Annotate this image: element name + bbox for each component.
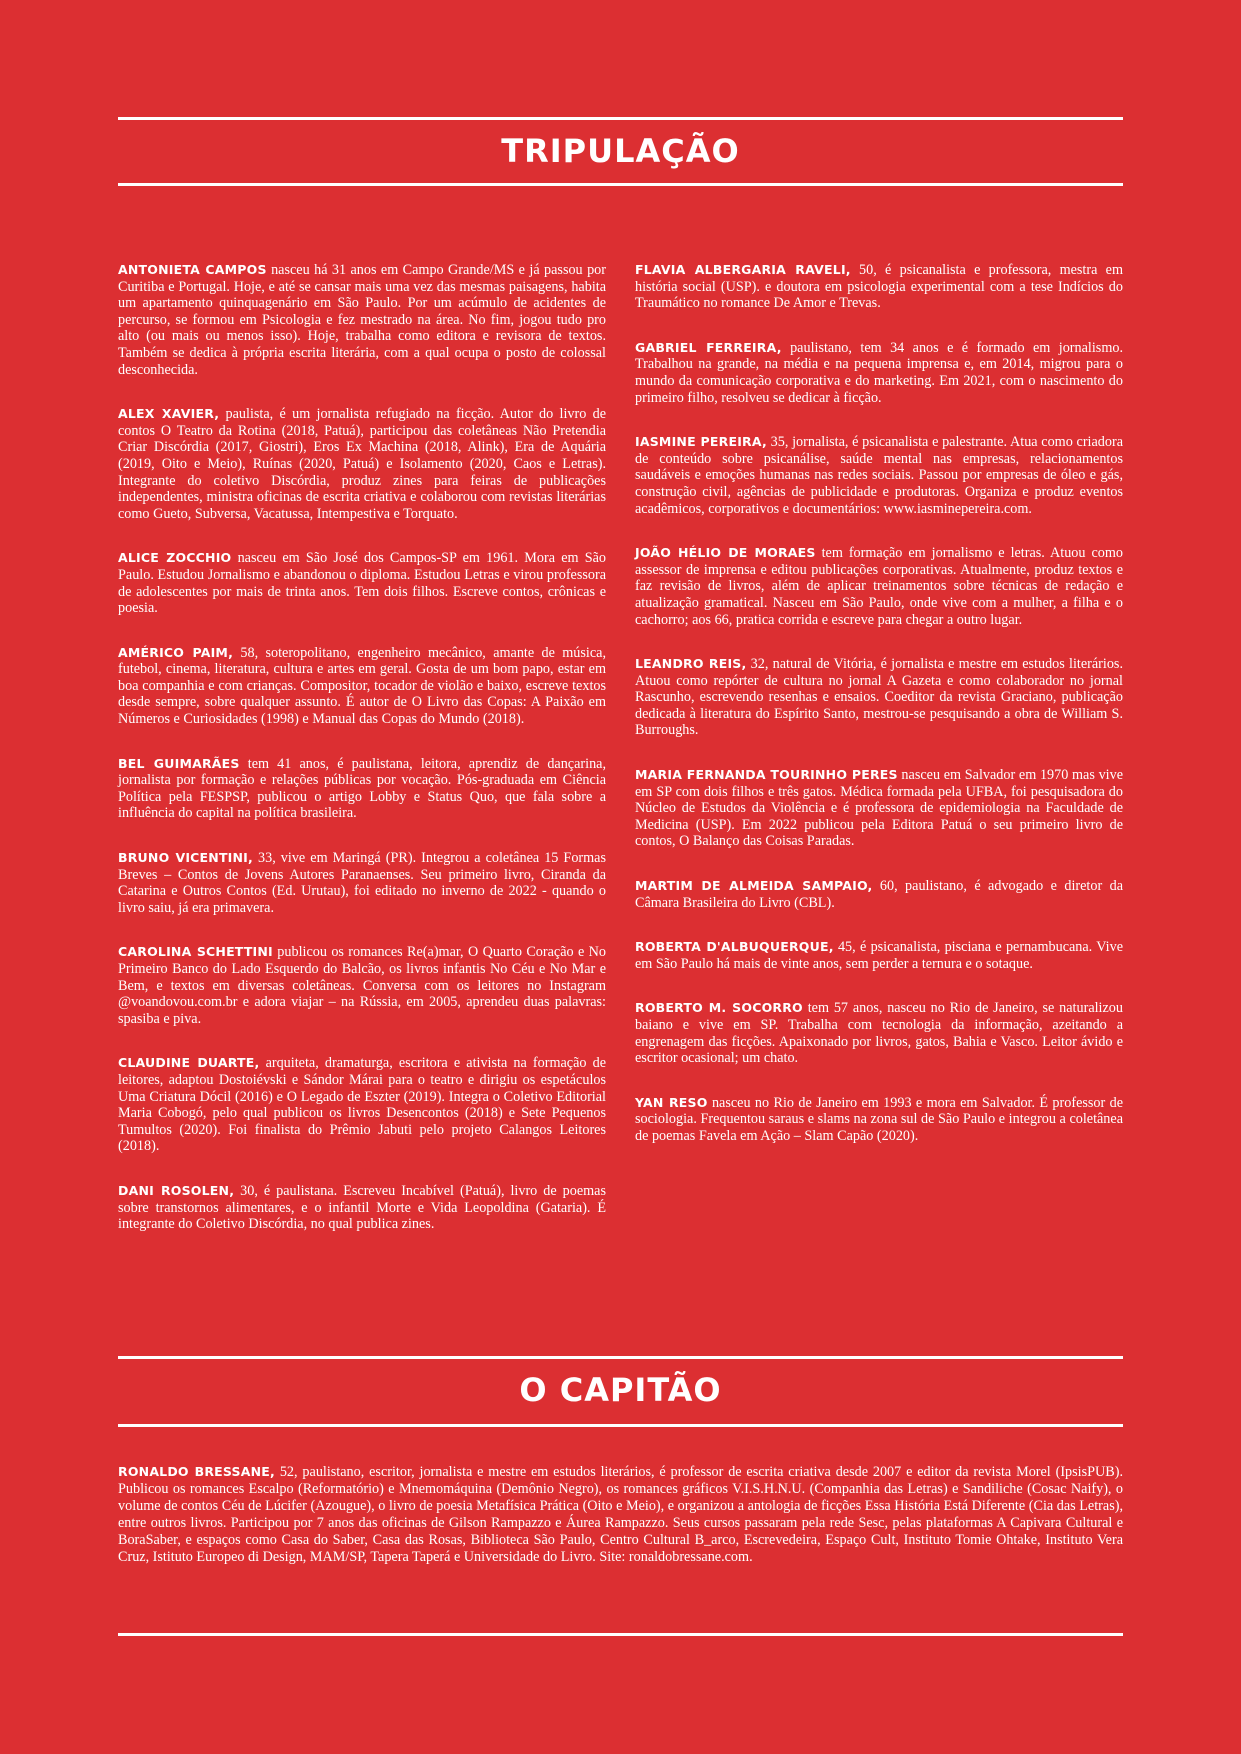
- bio-yan-reso: YAN RESO nasceu no Rio de Janeiro em 1993 e mora em Salvador. É professor de sociologia. Frequentou saraus e slams na zona sul de São Paulo e integrou a coletânea de poemas Favela em Ação – Slam Capão (2020).: [635, 1094, 1123, 1144]
- bio-name: LEANDRO REIS,: [635, 656, 747, 672]
- bio-claudine-duarte: CLAUDINE DUARTE, arquiteta, dramaturga, escritora e ativista na formação de leitores, adaptou Dostoiévski e Sándor Márai para o teatro e dirigiu os espetáculos Uma Criatura Dócil (2016) e O Legado de Eszter (2019). Integra o Coletivo Editorial Maria Cobogó, pelo qual publicou os livros Desencontos (2018) e Sete Pequenos Tumultos (2020). Foi finalista do Prêmio Jabuti pelo projeto Calangos Leitores (2018).: [118, 1055, 606, 1155]
- bio-maria-fernanda-tourinho-peres: MARIA FERNANDA TOURINHO PERES nasceu em Salvador em 1970 mas vive em SP com dois filhos e três gatos. Médica formada pela UFBA, foi pesquisadora do Núcleo de Estudos da Violência e é professora de epidemiologia na Faculdade de Medicina (USP). Em 2022 publicou pela Editora Patuá o seu primeiro livro de contos, O Balanço das Coisas Paradas.: [635, 767, 1123, 850]
- captain-top-rule: [118, 1356, 1123, 1359]
- bio-alice-zocchio: ALICE ZOCCHIO nasceu em São José dos Campos-SP em 1961. Mora em São Paulo. Estudou Jornalismo e abandonou o diploma. Estudou Letras e virou professora de adolescentes por mais de trinta anos. Tem dois filhos. Escreve contos, crônicas e poesia.: [118, 550, 607, 617]
- bio-name: FLAVIA ALBERGARIA RAVELI,: [635, 262, 851, 277]
- bio-name: BEL GUIMARÃES: [118, 755, 240, 771]
- bio-name: IASMINE PEREIRA,: [635, 434, 767, 450]
- bio-dani-rosolen: DANI ROSOLEN, 30, é paulistana. Escreveu Incabível (Patuá), livro de poemas sobre transtornos alimentares, e o infantil Morte e Vida Leopoldina (Gataria). É integrante do Coletivo Discórdia, no qual publica zines.: [118, 1182, 606, 1233]
- bio-name: JOÃO HÉLIO DE MORAES: [635, 545, 816, 561]
- right-column: [635, 258, 1123, 1145]
- bio-name: YAN RESO: [635, 1094, 708, 1110]
- bio-antonieta-campos: ANTONIETA CAMPOS nasceu há 31 anos em Campo Grande/MS e já passou por Curitiba e Portugal. Hoje, e até se cansar mais uma vez das mesmas paisagens, habita um apartamento quinquagenário em São Paulo. Por um acúmulo de acidentes de percurso, se formou em Psicologia e fez mestrado na área. No fim, jogou tudo pro alto (ou mais ou menos isso). Hoje, trabalha como editora e revisora de textos. Também se dedica à própria escrita literária, com a qual ocupa o posto de colossal desconhecida.: [118, 262, 606, 378]
- bio-name: AMÉRICO PAIM,: [118, 644, 234, 660]
- bio-joao-helio-de-moraes: JOÃO HÉLIO DE MORAES tem formação em jornalismo e letras. Atuou como assessor de imprensa e editou publicações corporativas. Atualmente, produz textos e faz revisão de livros, além de aplicar treinamentos sobre técnicas de redação e atualização gramatical. Nasceu em São Paulo, onde vive com a mulher, a filha e o cachorro; aos 66, pratica corrida e escreve para chegar a outro lugar.: [635, 545, 1123, 628]
- bio-name: GABRIEL FERREIRA,: [635, 339, 782, 355]
- bio-martim-de-almeida-sampaio: MARTIM DE ALMEIDA SAMPAIO, 60, paulistano, é advogado e diretor da Câmara Brasileira do Livro (CBL).: [635, 878, 1123, 911]
- bio-name: ROBERTO M. SOCORRO: [635, 1000, 803, 1016]
- bio-roberto-m-socorro: ROBERTO M. SOCORRO tem 57 anos, nasceu no Rio de Janeiro, se naturalizou baiano e vive em SP. Trabalha com tecnologia da informação, azeitando a engrenagem das ficções. Apaixonado por livros, gatos, Bahia e Vasco. Leitor ávido e escritor ocasional; um chato.: [635, 1000, 1123, 1067]
- bio-ronaldo-bressane: RONALDO BRESSANE, 52, paulistano, escritor, jornalista e mestre em estudos literários, é professor de escrita criativa desde 2007 e editor da revista Morel (IpsisPUB). Publicou os romances Escalpo (Reformatório) e Mnemomáquina (Demônio Negro), os romances gráficos V.I.S.H.N.U. (Companhia das Letras) e Sandiliche (Cosac Naify), o volume de contos Céu de Lúcifer (Azougue), o livro de poesia Metafísica Prática (Oito e Meio), e organizou a antologia de ficções Essa História Está Diferente (Cia das Letras), entre outros livros. Participou por 7 anos das oficinas de Gilson Rampazzo e Áurea Rampazzo. Seus cursos passaram pela rede Sesc, pelas plataformas A Capivara Cultural e BoraSaber, e espaços como Casa do Saber, Casa das Rosas, Biblioteca São Paulo, Centro Cultural B_arco, Escrevedeira, Espaço Cult, Instituto Tomie Ohtake, Instituto Vera Cruz, Istituto Europeo di Design, MAM/SP, Tapera Taperá e Universidade do Livro. Site: ronaldobressane.com.: [118, 1464, 1124, 1565]
- bio-bruno-vicentini: BRUNO VICENTINI, 33, vive em Maringá (PR). Integrou a coletânea 15 Formas Breves – Contos de Jovens Autores Paranaenses. Seu primeiro livro, Ciranda da Catarina e Outros Contos (Ed. Urutau), foi editado no inverno de 2022 - quando o livro saiu, já era primavera.: [118, 850, 606, 916]
- bio-americo-paim: AMÉRICO PAIM, 58, soteropolitano, engenheiro mecânico, amante de música, futebol, cinema, literatura, cultura e artes em geral. Gosta de um bom papo, estar em boa companhia e com crianças. Compositor, tocador de violão e baixo, escreve textos desde sempre, sobre qualquer assunto. É autor de O Livro das Copas: A Paixão em Números e Curiosidades (1998) e Manual das Copas do Mundo (2018).: [118, 644, 606, 728]
- bio-name: RONALDO BRESSANE,: [118, 1464, 275, 1479]
- bio-iasmine-pereira: IASMINE PEREIRA, 35, jornalista, é psicanalista e palestrante. Atua como criadora de conteúdo sobre psicanálise, saúde mental nas empresas, relacionamentos saudáveis e emoções humanas nas redes sociais. Passou por empresas de óleo e gás, construção civil, agências de publicidade e produtoras. Organiza e produz eventos acadêmicos, corporativos e documentários: www.iasminepereira.com.: [635, 434, 1123, 517]
- bio-name: CLAUDINE DUARTE,: [118, 1055, 260, 1071]
- bio-name: ALICE ZOCCHIO: [118, 550, 232, 566]
- title-rule: [118, 183, 1123, 186]
- bio-carolina-schettini: CAROLINA SCHETTINI publicou os romances Re(a)mar, O Quarto Coração e No Primeiro Banco do Lado Esquerdo do Balcão, os livros infantis No Céu e No Mar e Bem, e textos em diversas coletâneas. Conversa com os leitores no Instagram @voandovou.com.br e adora viajar – na Rússia, em 2005, aprendeu duas palavras: spasiba e piva.: [118, 944, 606, 1027]
- bio-roberta-dalbuquerque: ROBERTA D'ALBUQUERQUE, 45, é psicanalista, pisciana e pernambucana. Vive em São Paulo há mais de vinte anos, sem perder a ternura e o sotaque.: [635, 939, 1123, 972]
- left-column: [118, 258, 606, 1233]
- captain-title-rule: [118, 1424, 1123, 1427]
- bio-flavia-albergaria-raveli: FLAVIA ALBERGARIA RAVELI, 50, é psicanalista e professora, mestra em história social (USP). e doutora em psicologia experimental com a tese Indícios do Traumático no romance De Amor e Trevas.: [635, 262, 1123, 312]
- bio-leandro-reis: LEANDRO REIS, 32, natural de Vitória, é jornalista e mestre em estudos literários. Atuou como repórter de cultura no jornal A Gazeta e como colaborador no jornal Rascunho, escrevendo resenhas e ensaios. Coeditor da revista Graciano, publicação dedicada à literatura do Espírito Santo, mestrou-se pesquisando a obra de William S. Burroughs.: [635, 656, 1123, 739]
- bio-alex-xavier: ALEX XAVIER, paulista, é um jornalista refugiado na ficção. Autor do livro de contos O Teatro da Rotina (2018, Patuá), participou das coletâneas Não Pretendia Criar Discórdia (2017, Giostri), Eros Ex Machina (2018, Alink), Era de Aquária (2019, Oito e Meio), Ruínas (2020, Patuá) e Isolamento (2020, Caos e Letras). Integrante do coletivo Discórdia, produz zines para feiras de publicações independentes, ministra oficinas de escrita criativa e colaborou com revistas literárias como Gueto, Subversa, Vacatussa, Intempestiva e Torquato.: [118, 406, 606, 522]
- bio-bel-guimaraes: BEL GUIMARÃES tem 41 anos, é paulistana, leitora, aprendiz de dançarina, jornalista por formação e relações públicas por vocação. Pós-graduada em Ciência Política pela FESPSP, publicou o artigo Lobby e Status Quo, que fala sobre a influência do capital na política brasileira.: [118, 755, 607, 822]
- bio-gabriel-ferreira: GABRIEL FERREIRA, paulistano, tem 34 anos e é formado em jornalismo. Trabalhou na grande, na média e na pequena imprensa e, em 2014, migrou para o mundo da comunicação corporativa e do marketing. Em 2021, com o nascimento do primeiro filho, resolveu se dedicar à ficção.: [635, 339, 1123, 406]
- bio-name: MARTIM DE ALMEIDA SAMPAIO,: [635, 878, 873, 894]
- bio-name: ROBERTA D'ALBUQUERQUE,: [635, 939, 834, 955]
- section-title: TRIPULAÇÃO: [501, 132, 740, 170]
- bio-name: CAROLINA SCHETTINI: [118, 944, 273, 960]
- bio-name: ANTONIETA CAMPOS: [118, 262, 267, 277]
- bio-name: MARIA FERNANDA TOURINHO PERES: [635, 767, 898, 783]
- top-rule: [118, 117, 1123, 120]
- captain-title: O CAPITÃO: [519, 1371, 722, 1409]
- bio-name: ALEX XAVIER,: [118, 406, 220, 422]
- bottom-rule: [118, 1633, 1123, 1636]
- bio-name: DANI ROSOLEN,: [118, 1182, 235, 1198]
- bio-name: BRUNO VICENTINI,: [118, 850, 253, 866]
